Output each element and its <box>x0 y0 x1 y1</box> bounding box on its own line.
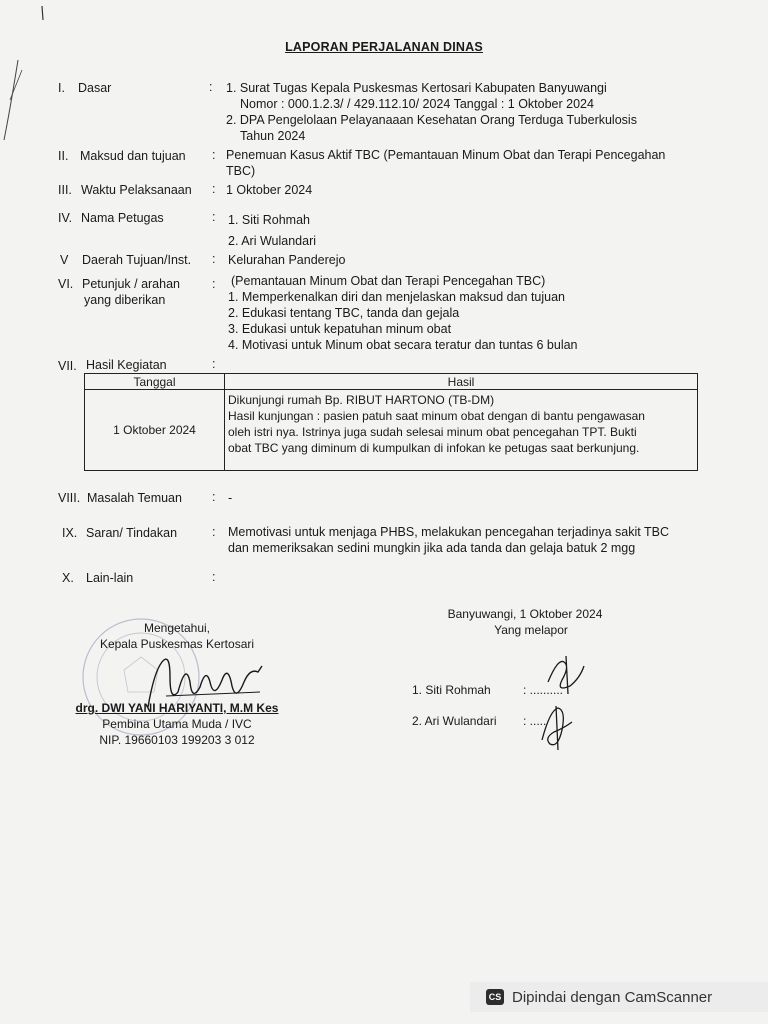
saran-line: Memotivasi untuk menjaga PHBS, melakukan pencegahan terjadinya sakit TBC <box>228 525 669 539</box>
reporter-name: 1. Siti Rohmah <box>412 683 491 697</box>
section-body-petunjuk <box>228 273 578 353</box>
signature-reporter-1 <box>540 652 590 696</box>
section-number: II. <box>58 149 69 163</box>
section-label-petugas: Nama Petugas <box>81 211 164 225</box>
colon: : <box>212 148 216 162</box>
petunjuk-line: 3. Edukasi untuk kepatuhan minum obat <box>228 322 452 336</box>
section-value-masalah: - <box>228 491 233 505</box>
reporter-signature-line: : .......... <box>523 683 564 697</box>
section-body-maksud <box>226 147 665 179</box>
section-label-waktu: Waktu Pelaksanaan <box>81 183 192 197</box>
colon: : <box>212 252 216 266</box>
acknowledged-text: Mengetahui, <box>143 621 211 635</box>
signature-head <box>140 652 280 712</box>
camscanner-label: Dipindai dengan CamScanner <box>512 988 713 1006</box>
petunjuk-line: 4. Motivasi untuk Minum obat secara teratur dan tuntas 6 bulan <box>228 338 578 352</box>
dasar-line: Nomor : 000.1.2.3/ / 429.112.10/ 2024 Tanggal : 1 Oktober 2024 <box>240 97 594 111</box>
reporter-name: 2. Ari Wulandari <box>412 714 497 728</box>
section-number: VI. <box>58 277 74 291</box>
signature-reporter-2 <box>532 700 582 754</box>
petunjuk-label-line: yang diberikan <box>84 293 166 307</box>
section-number: X. <box>62 571 74 585</box>
dasar-line: Tahun 2024 <box>240 129 306 143</box>
section-label-saran: Saran/ Tindakan <box>86 526 178 540</box>
dasar-line: 1. Surat Tugas Kepala Puskesmas Kertosari Kabupaten Banyuwangi <box>226 81 607 95</box>
section-value-waktu: 1 Oktober 2024 <box>226 183 313 197</box>
saran-line: dan memeriksakan sedini mungkin jika ada tanda dan gelaja batuk 2 mgg <box>228 541 636 555</box>
corner-pen-mark <box>0 0 60 150</box>
maksud-line: Penemuan Kasus Aktif TBC (Pemantauan Minum Obat dan Terapi Pencegahan <box>226 148 666 162</box>
petugas-line: 1. Siti Rohmah <box>228 213 310 227</box>
section-number: VIII. <box>58 491 81 505</box>
camscanner-badge <box>470 982 768 1012</box>
petunjuk-label-line: Petunjuk / arahan <box>82 277 180 291</box>
section-body-dasar <box>226 80 637 144</box>
petunjuk-line: 1. Memperkenalkan diri dan menjelaskan maksud dan tujuan <box>228 290 565 304</box>
section-body-petugas <box>228 210 316 252</box>
hasil-table <box>84 373 698 471</box>
head-nip: NIP. 19660103 199203 3 012 <box>99 733 255 747</box>
colon: : <box>212 357 216 371</box>
colon: : <box>212 277 216 291</box>
column-header-hasil: Hasil <box>225 374 698 390</box>
section-label-petunjuk <box>82 276 180 308</box>
section-number: III. <box>58 183 72 197</box>
section-label-dasar: Dasar <box>78 81 112 95</box>
section-number: IX. <box>62 526 78 540</box>
section-number: IV. <box>58 211 73 225</box>
document-title: LAPORAN PERJALANAN DINAS <box>285 40 483 54</box>
colon: : <box>212 182 216 196</box>
colon: : <box>212 570 216 584</box>
colon: : <box>212 525 216 539</box>
hasil-line: obat TBC yang diminum di kumpulkan di infokan ke petugas saat berkunjung. <box>228 441 640 455</box>
section-label-lain: Lain-lain <box>86 571 134 585</box>
maksud-line: TBC) <box>226 164 256 178</box>
section-number: I. <box>58 81 65 95</box>
section-value-daerah: Kelurahan Panderejo <box>228 253 346 267</box>
colon: : <box>212 210 216 224</box>
cell-hasil <box>225 390 698 471</box>
head-name: drg. DWI YANI HARIYANTI, M.M Kes <box>75 701 279 715</box>
head-title: Kepala Puskesmas Kertosari <box>99 637 255 651</box>
section-label-hasil: Hasil Kegiatan <box>86 358 167 372</box>
section-label-masalah: Masalah Temuan <box>87 491 182 505</box>
reporter-role: Yang melapor <box>494 623 568 637</box>
dasar-line: 2. DPA Pengelolaan Pelayanaaan Kesehatan Orang Terduga Tuberkulosis <box>226 113 637 127</box>
colon: : <box>212 490 216 504</box>
cell-tanggal: 1 Oktober 2024 <box>85 390 225 471</box>
table-header-row <box>85 374 698 390</box>
hasil-line: Dikunjungi rumah Bp. RIBUT HARTONO (TB-DM) <box>228 393 495 407</box>
head-rank: Pembina Utama Muda / IVC <box>102 717 252 731</box>
section-label-maksud: Maksud dan tujuan <box>80 149 186 163</box>
colon: : <box>209 80 213 94</box>
petugas-line: 2. Ari Wulandari <box>228 234 317 248</box>
camscanner-icon: CS <box>486 989 504 1005</box>
place-date: Banyuwangi, 1 Oktober 2024 <box>447 607 603 621</box>
petunjuk-line: (Pemantauan Minum Obat dan Terapi Pencegahan TBC) <box>231 274 546 288</box>
hasil-line: oleh istri nya. Istrinya juga sudah selesai minum obat pencegahan TPT. Bukti <box>228 425 637 439</box>
petunjuk-line: 2. Edukasi tentang TBC, tanda dan gejala <box>228 306 460 320</box>
reporter-signature-line: : ..... <box>523 714 547 728</box>
section-number: VII. <box>58 359 77 373</box>
section-number: V <box>60 253 69 267</box>
place-date-block <box>440 606 610 638</box>
hasil-line: Hasil kunjungan : pasien patuh saat minum obat dengan di bantu pengawasan <box>228 409 645 423</box>
column-header-tanggal: Tanggal <box>85 374 225 390</box>
section-label-daerah: Daerah Tujuan/Inst. <box>82 253 192 267</box>
table-row <box>85 390 698 471</box>
section-body-saran <box>228 524 669 556</box>
